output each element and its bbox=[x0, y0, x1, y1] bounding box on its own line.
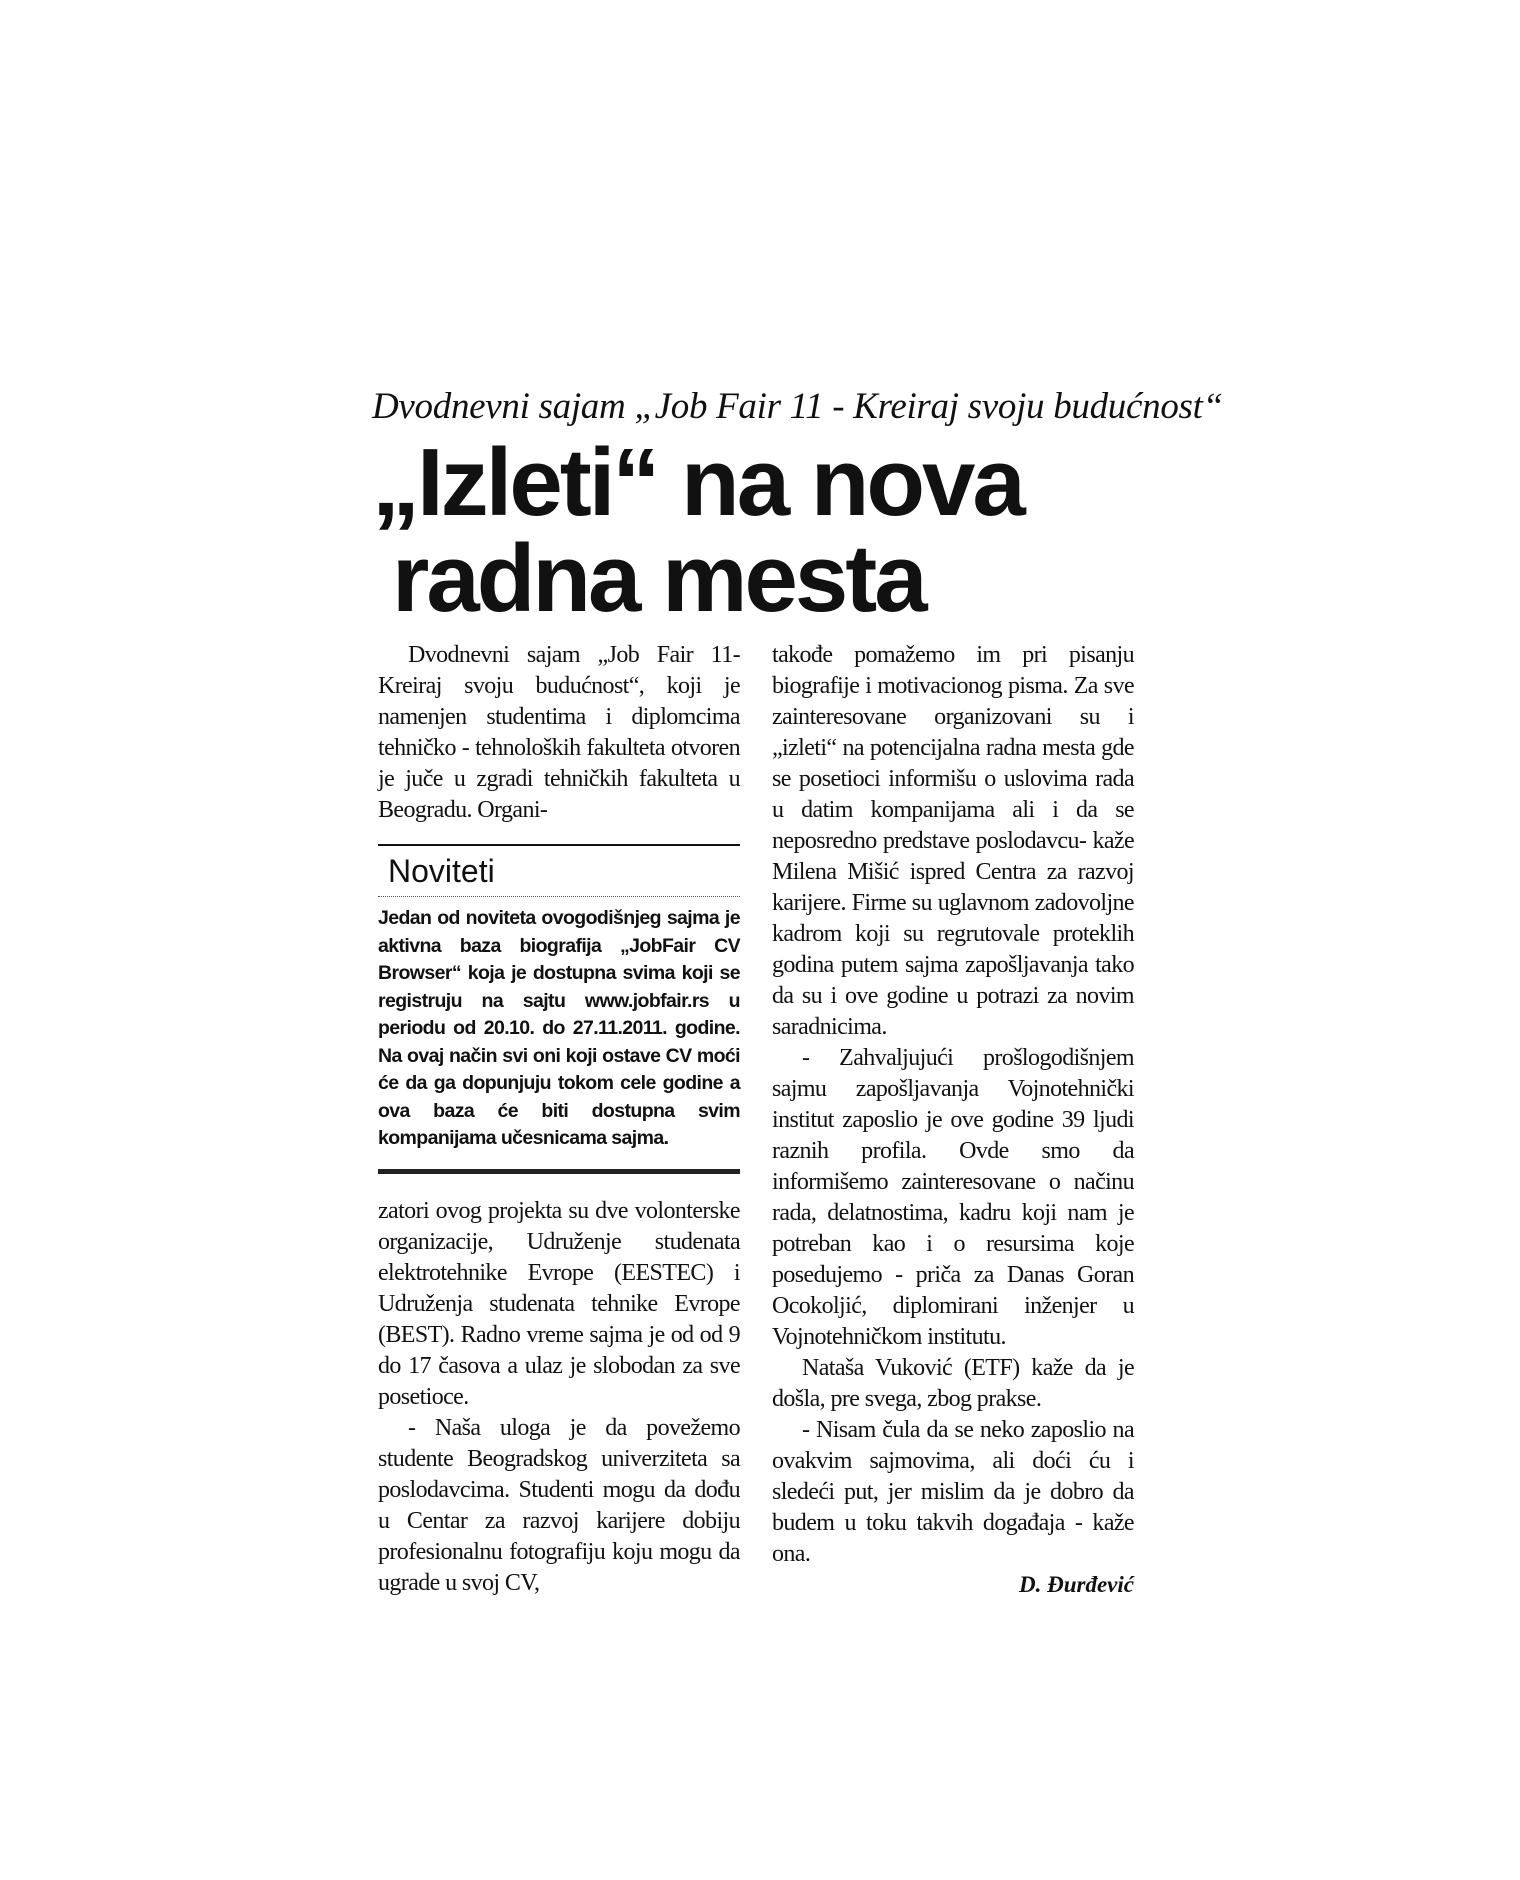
right-column bbox=[772, 640, 1134, 1600]
quote-paragraph-continued: takođe pomažemo im pri pisanju biografije i motivacionog pisma. Za sve zainteresovane organizovani su i „izleti“ na potencijalna radna mesta gde se posetioci informišu o uslovima rada u datim kompanijama ali i da se neposredno predstave poslodavcu- kaže Milena Mišić ispred Centra za razvoj karijere. Firme su uglavnom zadovoljne kadrom koji su regrutovale proteklih godina putem sajma zapošljavanja tako da su i ove godine u potrazi za novim saradnicima. bbox=[772, 642, 1134, 1040]
student-quote-paragraph: - Nisam čula da se neko zaposlio na ovakvim sajmovima, ali doći ću i sledeći put, jer mislim da je dobro da budem u toku takvih događaja - kaže ona. bbox=[772, 1417, 1134, 1567]
sidebar-box-text: Jedan od noviteta ovogodišnjeg sajma je aktivna baza biografija „JobFair CV Browser“ koja je dostupna svima koji se registruju na sajtu www.jobfair.rs u periodu od 20.10. do 27.11.2011. godine. Na ovaj način svi oni koji ostave CV moći će da ga dopunjuju tokom cele godine a ova baza će biti dostupna svim kompanijama učesnicama sajma. bbox=[378, 907, 740, 1149]
headline-line-1: „Izleti“ na nova bbox=[372, 429, 1023, 536]
sidebar-box-bottom-rule bbox=[378, 1169, 740, 1174]
article-kicker: Dvodnevni sajam „Job Fair 11 - Kreiraj svoju budućnost“ bbox=[372, 386, 1223, 427]
organizers-paragraph: zatori ovog projekta su dve volonterske organizacije, Udruženje studenata elektrotehnike Evrope (EESTEC) i Udruženja studenata tehnike Evrope (BEST). Radno vreme sajma je od od 9 do 17 časova a ulaz je slobodan za sve posetioce. bbox=[378, 1197, 740, 1410]
left-column bbox=[378, 640, 740, 1599]
student-paragraph: Nataša Vuković (ETF) kaže da je došla, pre svega, zbog prakse. bbox=[772, 1355, 1134, 1412]
sidebar-box-noviteti bbox=[378, 844, 740, 1174]
sidebar-box-divider bbox=[378, 896, 740, 897]
author-byline: D. Đurđević bbox=[1019, 1572, 1134, 1597]
intro-paragraph: Dvodnevni sajam „Job Fair 11- Kreiraj svoju budućnost“, koji je namenjen studentima i diplomcima tehničko - tehnoloških fakulteta otvoren je juče u zgradi tehničkih fakulteta u Beogradu. Organi- bbox=[378, 642, 740, 823]
article-columns bbox=[372, 640, 1140, 1597]
newspaper-article bbox=[372, 385, 1223, 1597]
institute-paragraph: - Zahvaljujući prošlogodišnjem sajmu zapošljavanja Vojnotehnički institut zaposlio je ove godine 39 ljudi raznih profila. Ovde smo da informišemo zainteresovane o načinu rada, delatnostima, kadru koji nam je potreban kao i o resursima koje posedujemo - priča za Danas Goran Ocokoljić, diplomirani inženjer u Vojnotehničkom institutu. bbox=[772, 1045, 1134, 1350]
quote-paragraph-start: - Naša uloga je da povežemo studente Beogradskog univerziteta sa poslodavcima. Studenti mogu da dođu u Centar za razvoj karijere dobiju profesionalnu fotografiju koju mogu da ugrade u svoj CV, bbox=[378, 1414, 740, 1596]
sidebar-box-title: Noviteti bbox=[388, 853, 495, 889]
article-headline bbox=[372, 429, 1140, 632]
headline-line-2: radna mesta bbox=[392, 525, 925, 632]
